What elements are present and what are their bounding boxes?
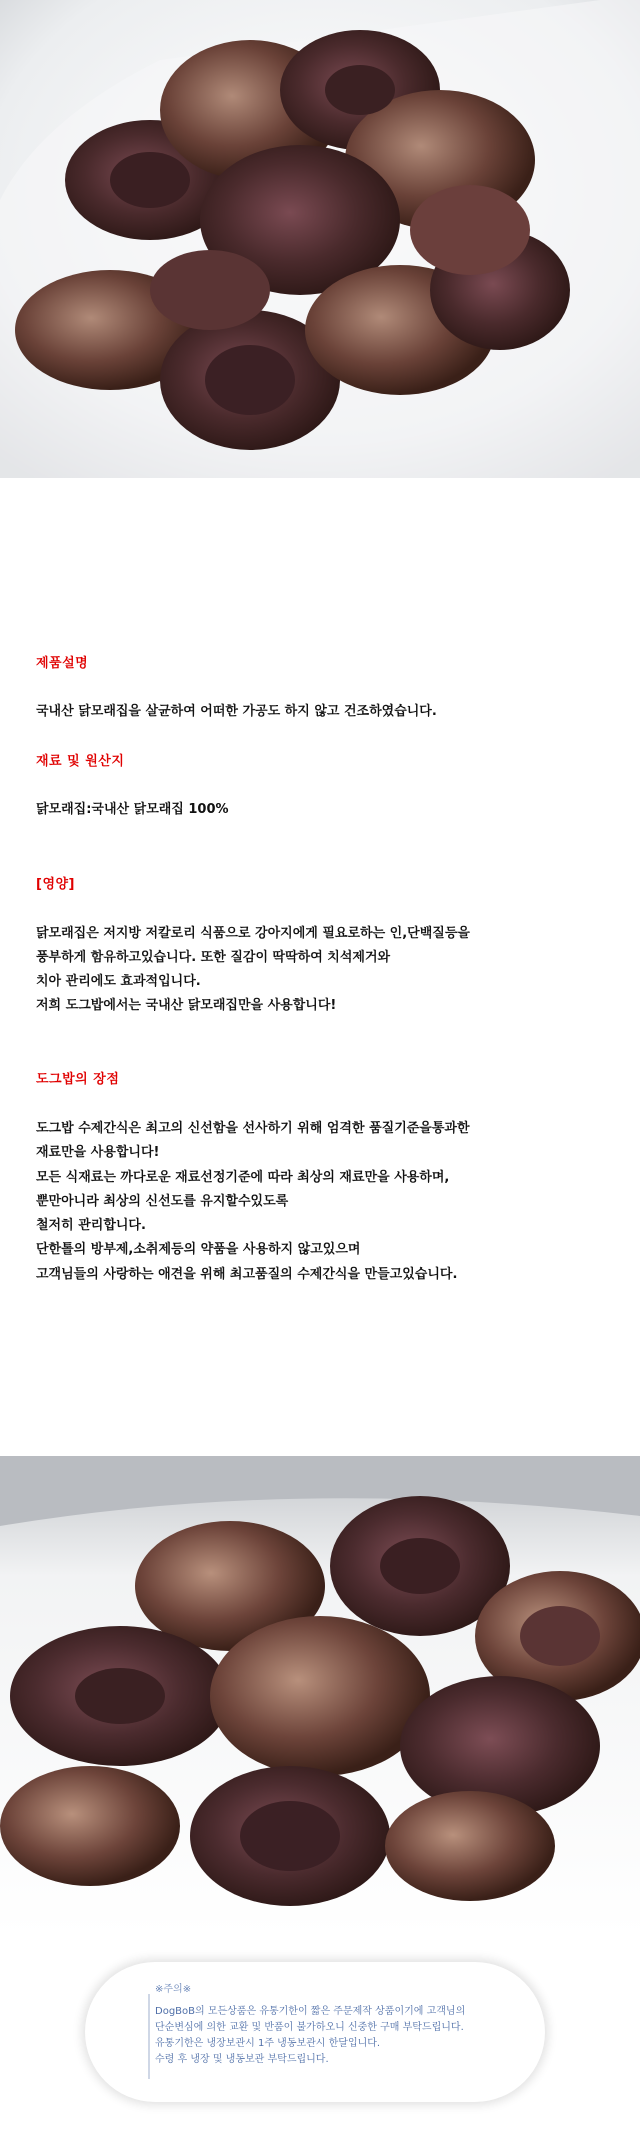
section-title: [영양]: [36, 877, 75, 892]
body-line: 국내산 닭모래집을 살균하여 어떠한 가공도 하지 않고 건조하였습니다.: [36, 704, 437, 719]
body-line: 재료만을 사용합니다!: [36, 1145, 160, 1160]
section-title: 재료 및 원산지: [36, 754, 125, 769]
notice-line: 유통기한은 냉장보관시 1주 냉동보관시 한달입니다.: [155, 2038, 381, 2049]
section-title: 제품설명: [36, 656, 89, 671]
notice-box: [85, 1962, 545, 2102]
body-line: 저희 도그밥에서는 국내산 닭모래집만을 사용합니다!: [36, 998, 337, 1013]
body-line: 닭모래집:국내산 닭모래집 100%: [36, 802, 229, 817]
body-line: 풍부하게 함유하고있습니다. 또한 질감이 딱딱하여 치석제거와: [36, 950, 391, 965]
product-photo-bottom: [0, 1456, 640, 1936]
notice-line: DogBoB의 모든상품은 유통기한이 짧은 주문제작 상품이기에 고객님의: [155, 2006, 466, 2017]
body-line: 철저히 관리합니다.: [36, 1218, 146, 1233]
body-line: 고객님들의 사랑하는 애견을 위해 최고품질의 수제간식을 만들고있습니다.: [36, 1267, 458, 1282]
body-line: 치아 관리에도 효과적입니다.: [36, 974, 201, 989]
notice-title: ※주의※: [155, 1984, 192, 1995]
body-line: 단한톨의 방부제,소취제등의 약품을 사용하지 않고있으며: [36, 1242, 361, 1257]
notice-line: 수령 후 냉장 및 냉동보관 부탁드립니다.: [155, 2054, 329, 2065]
body-line: 닭모래집은 저지방 저칼로리 식품으로 강아지에게 필요로하는 인,단백질등을: [36, 926, 470, 941]
notice-line: 단순변심에 의한 교환 및 반품이 불가하오니 신중한 구매 부탁드립니다.: [155, 2022, 464, 2033]
notice-divider: [148, 1994, 150, 2079]
body-line: 도그밥 수제간식은 최고의 신선함을 선사하기 위해 엄격한 품질기준을통과한: [36, 1121, 470, 1136]
product-photo-top: [0, 0, 640, 478]
section-title: 도그밥의 장점: [36, 1072, 120, 1087]
body-line: 뿐만아니라 최상의 신선도를 유지할수있도록: [36, 1194, 289, 1209]
body-line: 모든 식재료는 까다로운 재료선정기준에 따라 최상의 재료만을 사용하며,: [36, 1170, 450, 1185]
